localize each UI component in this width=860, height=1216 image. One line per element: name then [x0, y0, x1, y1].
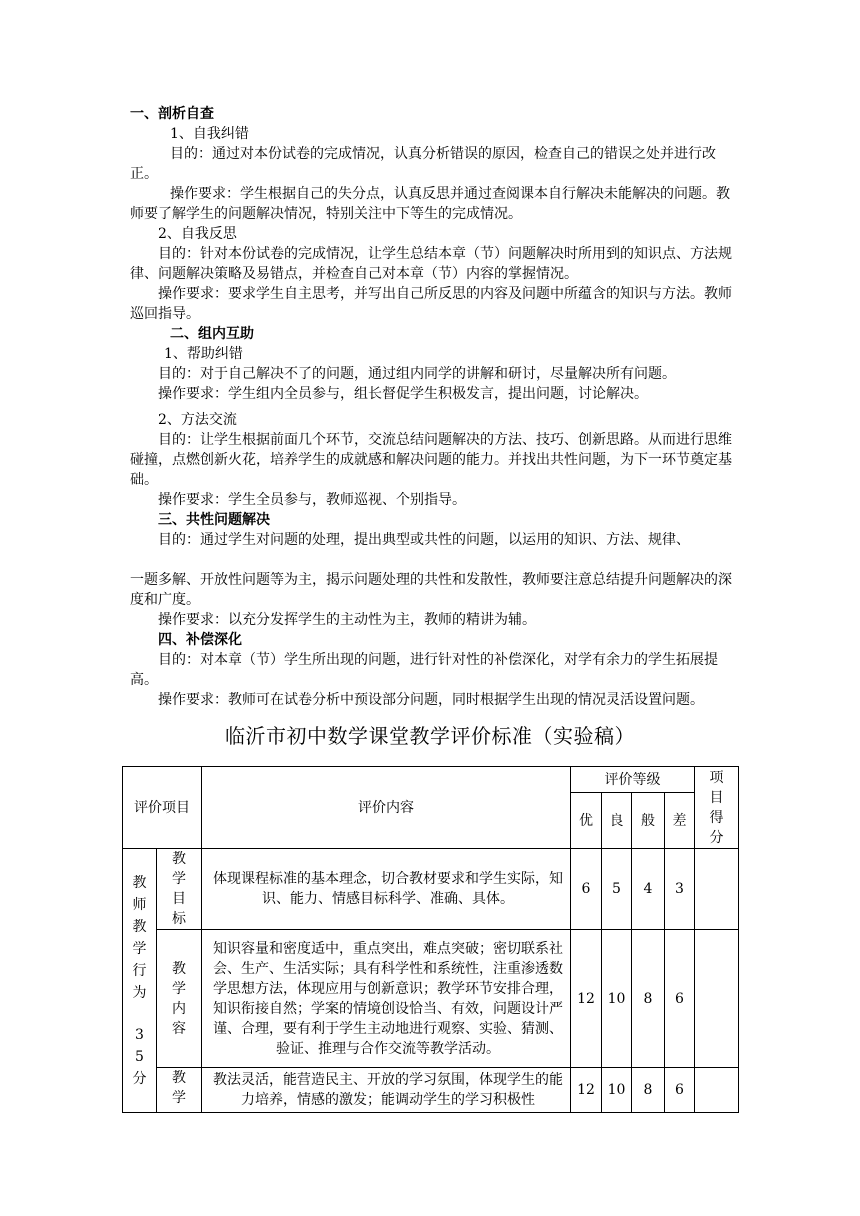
- content-cell: 知识容量和密度适中，重点突出，难点突破；密切联系社会、生产、生活实际；具有科学性和系统性，注重渗透数学思想方法，体现应用与创新意识；教学环节安排合理，知识衔接自然；学案的情境创设恰当、有效，问题设计严谨、合理，要有利于学生主动地进行观察、实验、猜测、验证、推理与合作交流等教学活动。: [202, 930, 571, 1068]
- subsection-title: 1、帮助纠错: [164, 346, 243, 362]
- paragraph: 一题多解、开放性问题等为主，揭示问题处理的共性和发散性，教师要注意总结提升问题解决的深度和广度。: [130, 572, 732, 608]
- category-cell: 教师教学行为 35分: [123, 849, 157, 1113]
- analysis-text: [130, 104, 740, 710]
- grade-header: 良: [602, 793, 632, 849]
- content-cell: 教法灵活，能营造民主、开放的学习氛围，体现学生的能力培养，情感的激发；能调动学生的学习积极性: [202, 1068, 571, 1113]
- score-cell: 8: [632, 1068, 665, 1113]
- header-eval-grade: 评价等级: [571, 767, 695, 793]
- paragraph: 目的：通过学生对问题的处理，提出典型或共性的问题，以运用的知识、方法、规律、: [158, 532, 690, 548]
- score-cell: 12: [571, 930, 602, 1068]
- section-heading: 二、组内互助: [170, 326, 254, 342]
- grade-header: 优: [571, 793, 602, 849]
- score-cell: 5: [602, 849, 632, 930]
- score-cell: 6: [665, 930, 695, 1068]
- paragraph: 目的：通过对本份试卷的完成情况，认真分析错误的原因，检查自己的错误之处并进行改正。: [130, 146, 716, 182]
- score-cell: 10: [602, 930, 632, 1068]
- paragraph: 目的：针对本份试卷的完成情况，让学生总结本章（节）问题解决时所用到的知识点、方法规律、问题解决策略及易错点，并检查自己对本章（节）内容的掌握情况。: [130, 246, 732, 282]
- paragraph: 目的：让学生根据前面几个环节，交流总结问题解决的方法、技巧、创新思路。从而进行思维碰撞，点燃创新火花，培养学生的成就感和解决问题的能力。并找出共性问题，为下一环节奠定基础。: [130, 432, 732, 488]
- table-row: [123, 930, 739, 1068]
- grade-header: 差: [665, 793, 695, 849]
- header-eval-item: 评价项目: [123, 767, 202, 849]
- score-cell: 10: [602, 1068, 632, 1113]
- item-score-cell: [695, 849, 739, 930]
- table-header-row: [123, 767, 739, 793]
- score-cell: 8: [632, 930, 665, 1068]
- document-title: 临沂市初中数学课堂教学评价标准（实验稿）: [225, 724, 635, 748]
- subitem-cell: 教学: [157, 1068, 202, 1113]
- section-heading: 三、共性问题解决: [158, 512, 270, 528]
- paragraph: 操作要求：学生组内全员参与，组长督促学生积极发言，提出问题，讨论解决。: [158, 386, 648, 402]
- table-row: [123, 849, 739, 930]
- subsection-title: 1、自我纠错: [170, 126, 249, 142]
- score-cell: 3: [665, 849, 695, 930]
- score-cell: 4: [632, 849, 665, 930]
- score-cell: 6: [665, 1068, 695, 1113]
- content-cell: 体现课程标准的基本理念，切合教材要求和学生实际，知识、能力、情感目标科学、准确、具体。: [202, 849, 571, 930]
- score-cell: 12: [571, 1068, 602, 1113]
- section-heading: 四、补偿深化: [158, 632, 242, 648]
- paragraph: 操作要求：教师可在试卷分析中预设部分问题，同时根据学生出现的情况灵活设置问题。: [158, 692, 704, 708]
- evaluation-table: [122, 766, 739, 1113]
- subitem-cell: 教学内容: [157, 930, 202, 1068]
- paragraph: 操作要求：以充分发挥学生的主动性为主，教师的精讲为辅。: [158, 612, 536, 628]
- score-cell: 6: [571, 849, 602, 930]
- paragraph: 操作要求：要求学生自主思考，并写出自己所反思的内容及问题中所蕴含的知识与方法。教师巡回指导。: [130, 286, 732, 322]
- subsection-title: 2、自我反思: [158, 226, 237, 242]
- item-score-cell: [695, 1068, 739, 1113]
- paragraph: 目的：对本章（节）学生所出现的问题，进行针对性的补偿深化，对学有余力的学生拓展提高。: [130, 652, 718, 688]
- item-score-cell: [695, 930, 739, 1068]
- table-row: [123, 1068, 739, 1113]
- paragraph: 目的：对于自己解决不了的问题，通过组内同学的讲解和研讨，尽量解决所有问题。: [158, 366, 676, 382]
- paragraph: 操作要求：学生根据自己的失分点，认真反思并通过查阅课本自行解决未能解决的问题。教师要了解学生的问题解决情况，特别关注中下等生的完成情况。: [130, 186, 730, 222]
- header-item-score: 项目得分: [695, 767, 739, 849]
- header-eval-content: 评价内容: [202, 767, 571, 849]
- section-heading: 一、剖析自查: [130, 106, 214, 122]
- grade-header: 般: [632, 793, 665, 849]
- subsection-title: 2、方法交流: [158, 412, 237, 428]
- subitem-cell: 教学目标: [157, 849, 202, 930]
- paragraph: 操作要求：学生全员参与，教师巡视、个别指导。: [158, 492, 466, 508]
